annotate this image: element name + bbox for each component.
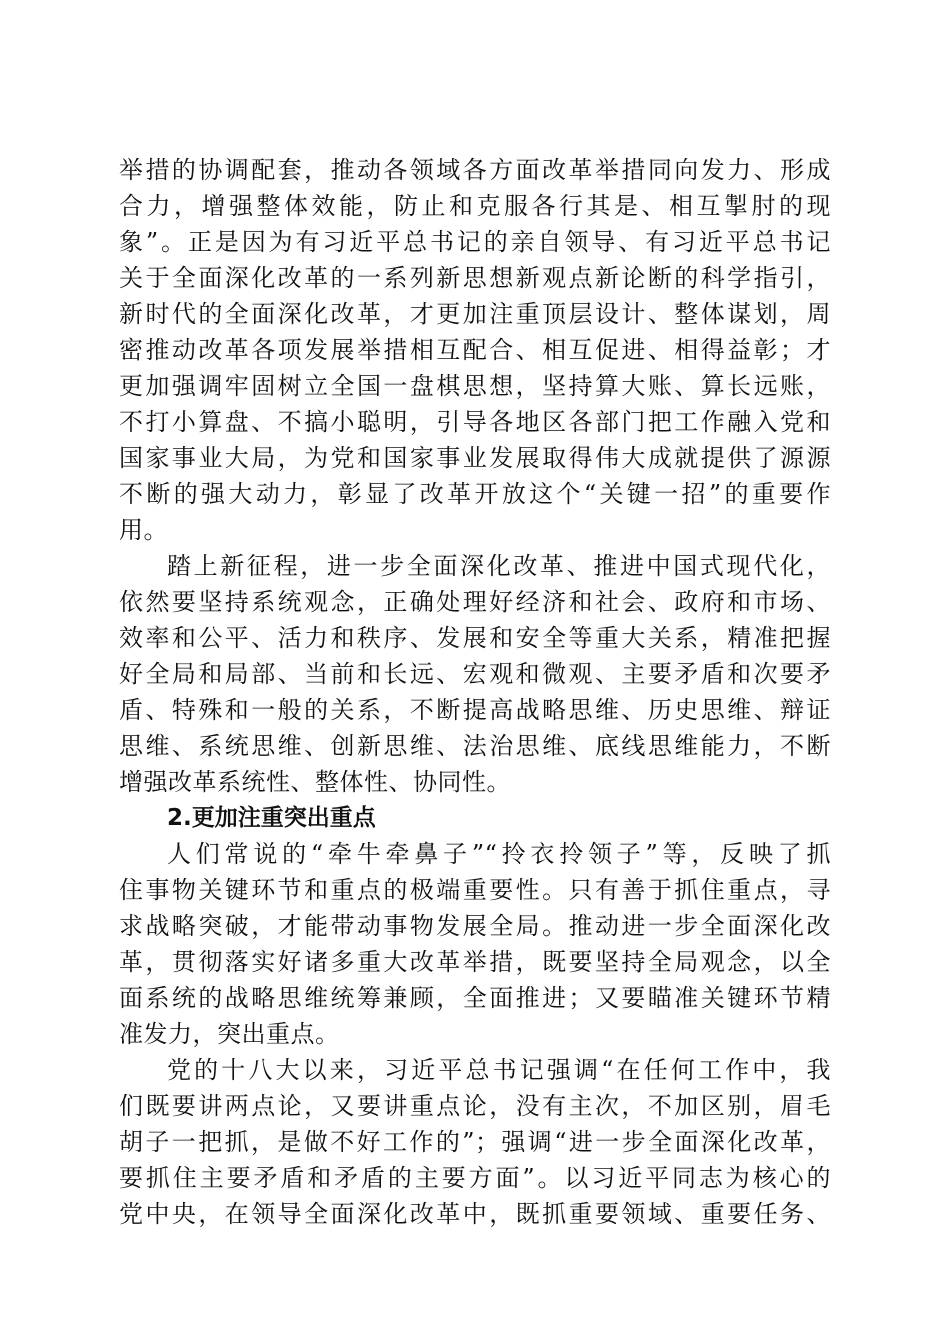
paragraph-2-line-3: 效率和公平、活力和秩序、发展和安全等重大关系，精准把握 <box>119 624 831 652</box>
paragraph-3-line-6: 准发力，突出重点。 <box>119 1020 340 1048</box>
paragraph-2-line-6: 思维、系统思维、创新思维、法治思维、底线思维能力，不断 <box>119 732 831 760</box>
paragraph-4-line-2: 们既要讲两点论，又要讲重点论，没有主次，不加区别，眉毛 <box>119 1092 831 1120</box>
paragraph-4-line-3: 胡子一把抓，是做不好工作的”；强调“进一步全面深化改革， <box>119 1128 831 1156</box>
paragraph-1-line-4: 关于全面深化改革的一系列新思想新观点新论断的科学指引， <box>119 264 831 292</box>
paragraph-1-line-3: 象”。正是因为有习近平总书记的亲自领导、有习近平总书记 <box>119 228 831 256</box>
paragraph-4-line-4: 要抓住主要矛盾和矛盾的主要方面”。以习近平同志为核心的 <box>119 1164 831 1192</box>
paragraph-2-line-7: 增强改革系统性、整体性、协同性。 <box>119 768 511 796</box>
paragraph-1-line-9: 国家事业大局，为党和国家事业发展取得伟大成就提供了源源 <box>119 444 831 472</box>
paragraph-2-line-5: 盾、特殊和一般的关系，不断提高战略思维、历史思维、辩证 <box>119 696 831 724</box>
paragraph-3-line-5: 面系统的战略思维统筹兼顾，全面推进；又要瞄准关键环节精 <box>119 984 831 1012</box>
paragraph-4-line-1: 党的十八大以来，习近平总书记强调“在任何工作中，我 <box>167 1056 831 1084</box>
paragraph-3-line-2: 住事物关键环节和重点的极端重要性。只有善于抓住重点，寻 <box>119 876 831 904</box>
paragraph-1-line-10: 不断的强大动力，彰显了改革开放这个“关键一招”的重要作 <box>119 480 831 508</box>
paragraph-1-line-2: 合力，增强整体效能，防止和克服各行其是、相互掣肘的现 <box>119 192 831 220</box>
paragraph-3-line-3: 求战略突破，才能带动事物发展全局。推动进一步全面深化改 <box>119 912 831 940</box>
paragraph-2-line-2: 依然要坚持系统观念，正确处理好经济和社会、政府和市场、 <box>119 588 831 616</box>
paragraph-3-line-1: 人们常说的“牵牛牵鼻子”“拎衣拎领子”等，反映了抓 <box>167 840 831 868</box>
paragraph-3-line-4: 革，贯彻落实好诸多重大改革举措，既要坚持全局观念，以全 <box>119 948 831 976</box>
paragraph-1-line-1: 举措的协调配套，推动各领域各方面改革举措同向发力、形成 <box>119 156 831 184</box>
paragraph-1-line-5: 新时代的全面深化改革，才更加注重顶层设计、整体谋划，周 <box>119 300 831 328</box>
paragraph-1-line-11: 用。 <box>119 516 168 544</box>
paragraph-1-line-6: 密推动改革各项发展举措相互配合、相互促进、相得益彰；才 <box>119 336 831 364</box>
paragraph-2-line-4: 好全局和局部、当前和长远、宏观和微观、主要矛盾和次要矛 <box>119 660 831 688</box>
paragraph-1-line-8: 不打小算盘、不搞小聪明，引导各地区各部门把工作融入党和 <box>119 408 831 436</box>
paragraph-2-line-1: 踏上新征程，进一步全面深化改革、推进中国式现代化， <box>167 552 831 580</box>
paragraph-1-line-7: 更加强调牢固树立全国一盘棋思想，坚持算大账、算长远账， <box>119 372 831 400</box>
paragraph-4-line-5: 党中央，在领导全面深化改革中，既抓重要领域、重要任务、 <box>119 1200 831 1228</box>
section-heading: 2.更加注重突出重点 <box>167 805 376 831</box>
